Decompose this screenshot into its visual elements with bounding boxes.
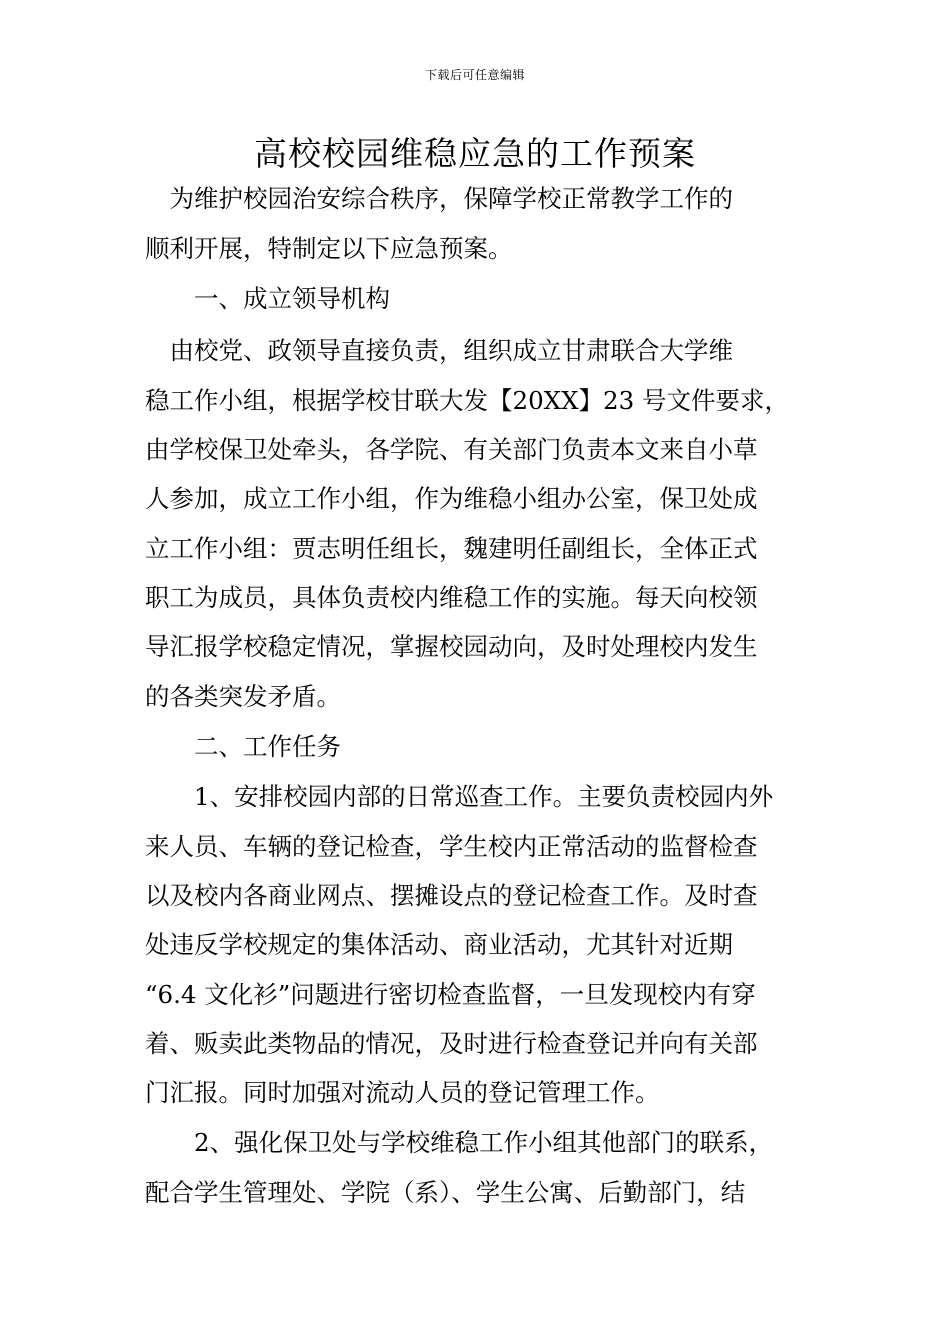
section-heading: 二、工作任务 [145,732,341,761]
body-line: 立工作小组：贾志明任组长，魏建明任副组长，全体正式 [145,534,758,563]
section-heading: 一、成立领导机构 [145,284,390,313]
body-line: 以及校内各商业网点、摆摊设点的登记检查工作。及时查 [145,881,758,910]
body-line: 来人员、车辆的登记检查，学生校内正常活动的监督检查 [145,832,758,861]
body-line: 由学校保卫处牵头，各学院、有关部门负责本文来自小草 [145,435,758,464]
body-line: 人参加，成立工作小组，作为维稳小组办公室，保卫处成 [145,484,758,513]
body-line: 1、安排校园内部的日常巡查工作。主要负责校园内外 [145,782,774,811]
body-line: 稳工作小组，根据学校甘联大发【20XX】23 号文件要求， [145,386,790,415]
body-line: 职工为成员，具体负责校内维稳工作的实施。每天向校领 [145,583,758,612]
header-note: 下载后可任意编辑 [424,68,525,82]
body-line: “6.4 文化衫”问题进行密切检查监督，一旦发现校内有穿 [145,980,756,1009]
body-line: 为维护校园治安综合秩序，保障学校正常教学工作的 [145,184,733,213]
body-line: 配合学生管理处、学院（系）、学生公寓、后勤部门，结 [145,1178,746,1207]
body-line: 门汇报。同时加强对流动人员的登记管理工作。 [145,1078,660,1107]
body-line: 的各类突发矛盾。 [145,682,341,711]
body-line: 着、贩卖此类物品的情况，及时进行检查登记并向有关部 [145,1029,758,1058]
body-line: 处违反学校规定的集体活动、商业活动，尤其针对近期 [145,930,733,959]
body-line: 由校党、政领导直接负责，组织成立甘肃联合大学维 [145,336,733,365]
body-line: 顺利开展，特制定以下应急预案。 [145,234,513,263]
body-line: 2、强化保卫处与学校维稳工作小组其他部门的联系， [145,1128,774,1157]
document-title: 高校校园维稳应急的工作预案 [254,134,696,173]
body-line: 导汇报学校稳定情况，掌握校园动向，及时处理校内发生 [145,632,758,661]
